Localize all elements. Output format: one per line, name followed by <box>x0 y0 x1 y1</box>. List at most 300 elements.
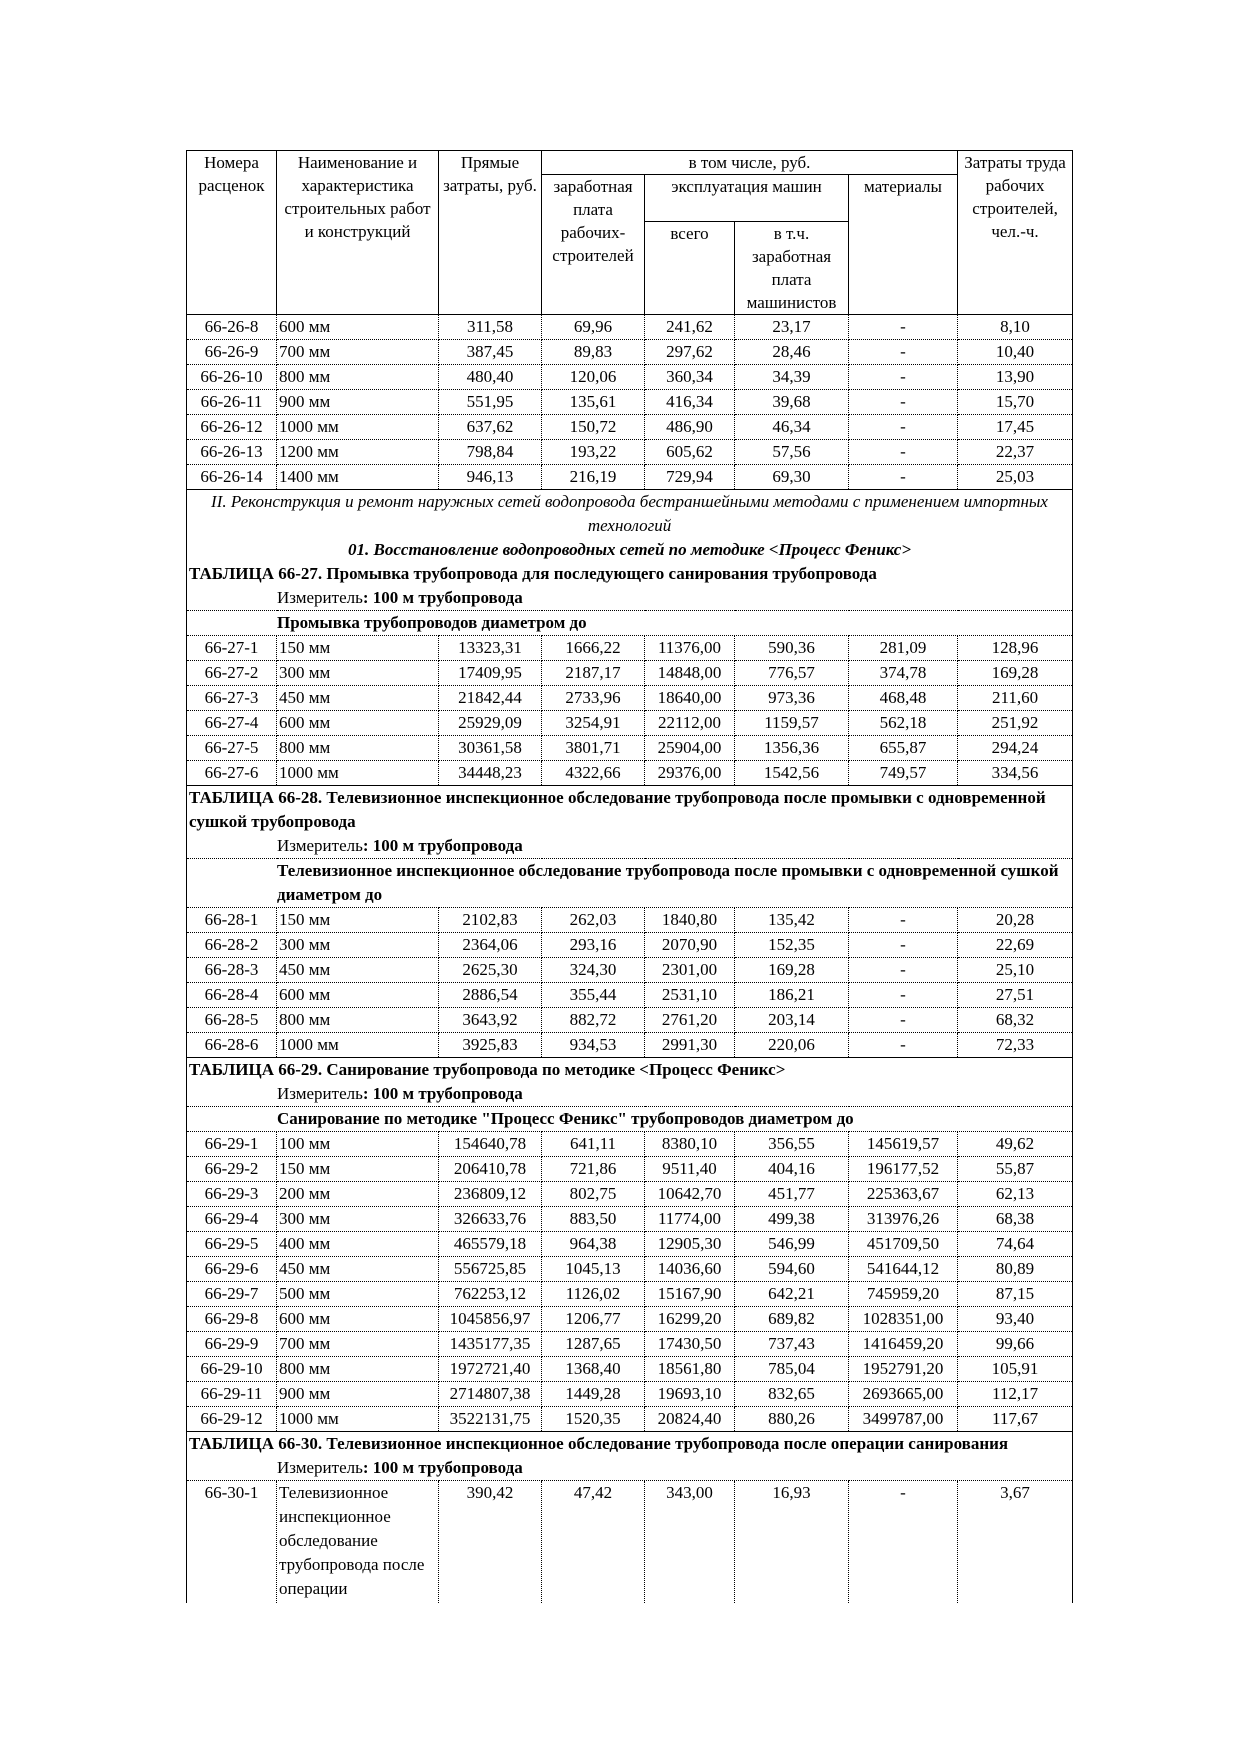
table-row <box>187 390 1073 415</box>
row-labor: 80,89 <box>958 1257 1073 1282</box>
row-mach-wage: 34,39 <box>735 365 849 390</box>
row-mach-total: 20824,40 <box>645 1407 735 1432</box>
table-row <box>187 1407 1073 1432</box>
row-labor: 251,92 <box>958 711 1073 736</box>
row-mach-total: 29376,00 <box>645 761 735 786</box>
col-mach-wage-header: в т.ч. заработная плата машинистов <box>735 222 849 315</box>
row-name: 1000 мм <box>277 1033 439 1058</box>
row-direct: 1435177,35 <box>439 1332 542 1357</box>
row-labor: 334,56 <box>958 761 1073 786</box>
row-wage: 355,44 <box>542 983 645 1008</box>
table-row <box>187 1033 1073 1058</box>
table-header <box>187 151 1073 315</box>
row-direct: 326633,76 <box>439 1207 542 1232</box>
row-labor: 25,03 <box>958 465 1073 490</box>
row-direct: 2714807,38 <box>439 1382 542 1407</box>
row-mach-wage: 689,82 <box>735 1307 849 1332</box>
row-wage: 1126,02 <box>542 1282 645 1307</box>
row-name: 500 мм <box>277 1282 439 1307</box>
measure-value: : 100 м трубопровода <box>362 588 523 607</box>
row-mach-total: 16299,20 <box>645 1307 735 1332</box>
row-code: 66-30-1 <box>187 1481 277 1604</box>
row-mach-total: 14848,00 <box>645 661 735 686</box>
row-code: 66-29-1 <box>187 1132 277 1157</box>
row-direct: 387,45 <box>439 340 542 365</box>
row-mach-total: 729,94 <box>645 465 735 490</box>
row-code: 66-28-4 <box>187 983 277 1008</box>
section-2 <box>187 490 1073 636</box>
row-name: 1000 мм <box>277 415 439 440</box>
row-mach-wage: 642,21 <box>735 1282 849 1307</box>
row-name: 800 мм <box>277 1357 439 1382</box>
row-direct: 17409,95 <box>439 661 542 686</box>
section-01-title: 01. Восстановление водопроводных сетей по методике <Процесс Феникс> <box>187 538 1073 562</box>
row-code: 66-27-4 <box>187 711 277 736</box>
row-code: 66-29-11 <box>187 1382 277 1407</box>
table-row <box>187 1257 1073 1282</box>
row-materials: 655,87 <box>849 736 958 761</box>
row-materials: - <box>849 440 958 465</box>
table-row <box>187 340 1073 365</box>
row-code: 66-29-5 <box>187 1232 277 1257</box>
row-materials: 225363,67 <box>849 1182 958 1207</box>
row-mach-total: 25904,00 <box>645 736 735 761</box>
row-name: Телевизионное инспекционное обследование трубопровода после операции <box>277 1481 439 1604</box>
table-row <box>187 933 1073 958</box>
row-materials: 562,18 <box>849 711 958 736</box>
row-materials: - <box>849 315 958 340</box>
table-row <box>187 711 1073 736</box>
row-labor: 211,60 <box>958 686 1073 711</box>
row-mach-total: 15167,90 <box>645 1282 735 1307</box>
row-labor: 117,67 <box>958 1407 1073 1432</box>
row-mach-wage: 203,14 <box>735 1008 849 1033</box>
table-row <box>187 1282 1073 1307</box>
row-materials: 1952791,20 <box>849 1357 958 1382</box>
row-mach-total: 22112,00 <box>645 711 735 736</box>
row-mach-total: 8380,10 <box>645 1132 735 1157</box>
row-name: 150 мм <box>277 908 439 933</box>
row-direct: 465579,18 <box>439 1232 542 1257</box>
row-mach-total: 486,90 <box>645 415 735 440</box>
row-materials: 1028351,00 <box>849 1307 958 1332</box>
measure-label: Измеритель <box>277 836 363 855</box>
measure-value: : 100 м трубопровода <box>362 1084 523 1103</box>
row-mach-wage: 594,60 <box>735 1257 849 1282</box>
row-name: 600 мм <box>277 1307 439 1332</box>
row-name: 1200 мм <box>277 440 439 465</box>
table-66-29-measure <box>187 1082 1073 1107</box>
row-materials: - <box>849 1033 958 1058</box>
row-labor: 15,70 <box>958 390 1073 415</box>
row-mach-wage: 69,30 <box>735 465 849 490</box>
row-name: 900 мм <box>277 390 439 415</box>
row-code: 66-27-6 <box>187 761 277 786</box>
row-name: 150 мм <box>277 636 439 661</box>
row-code: 66-26-10 <box>187 365 277 390</box>
row-direct: 3925,83 <box>439 1033 542 1058</box>
table-row <box>187 1182 1073 1207</box>
row-labor: 55,87 <box>958 1157 1073 1182</box>
row-direct: 2886,54 <box>439 983 542 1008</box>
row-mach-wage: 776,57 <box>735 661 849 686</box>
row-labor: 93,40 <box>958 1307 1073 1332</box>
row-name: 150 мм <box>277 1157 439 1182</box>
table-66-30-head <box>187 1432 1073 1481</box>
table-row <box>187 636 1073 661</box>
row-direct: 1045856,97 <box>439 1307 542 1332</box>
row-wage: 120,06 <box>542 365 645 390</box>
table-row <box>187 1008 1073 1033</box>
row-materials: 3499787,00 <box>849 1407 958 1432</box>
row-labor: 22,37 <box>958 440 1073 465</box>
row-mach-total: 343,00 <box>645 1481 735 1604</box>
row-mach-wage: 356,55 <box>735 1132 849 1157</box>
row-wage: 2733,96 <box>542 686 645 711</box>
document-page <box>186 150 1072 1603</box>
row-mach-wage: 169,28 <box>735 958 849 983</box>
row-mach-total: 9511,40 <box>645 1157 735 1182</box>
row-name: 1400 мм <box>277 465 439 490</box>
row-wage: 69,96 <box>542 315 645 340</box>
row-wage: 216,19 <box>542 465 645 490</box>
row-mach-wage: 404,16 <box>735 1157 849 1182</box>
row-wage: 1449,28 <box>542 1382 645 1407</box>
section-2-title: II. Реконструкция и ремонт наружных сетей водопровода бестраншейными методами с применением импортных технологий <box>187 490 1073 539</box>
row-materials: - <box>849 958 958 983</box>
row-mach-total: 11376,00 <box>645 636 735 661</box>
row-name: 700 мм <box>277 1332 439 1357</box>
row-mach-total: 2531,10 <box>645 983 735 1008</box>
row-name: 300 мм <box>277 661 439 686</box>
row-code: 66-26-11 <box>187 390 277 415</box>
row-direct: 13323,31 <box>439 636 542 661</box>
table-row <box>187 958 1073 983</box>
row-wage: 2187,17 <box>542 661 645 686</box>
row-code: 66-27-3 <box>187 686 277 711</box>
row-code: 66-29-10 <box>187 1357 277 1382</box>
row-code: 66-26-14 <box>187 465 277 490</box>
table-row <box>187 1307 1073 1332</box>
row-labor: 105,91 <box>958 1357 1073 1382</box>
row-labor: 22,69 <box>958 933 1073 958</box>
row-code: 66-29-12 <box>187 1407 277 1432</box>
row-code: 66-29-9 <box>187 1332 277 1357</box>
row-direct: 236809,12 <box>439 1182 542 1207</box>
table-row <box>187 686 1073 711</box>
row-direct: 2364,06 <box>439 933 542 958</box>
table-row <box>187 1382 1073 1407</box>
row-code: 66-26-13 <box>187 440 277 465</box>
measure-value: : 100 м трубопровода <box>362 836 523 855</box>
row-materials: 1416459,20 <box>849 1332 958 1357</box>
row-labor: 68,38 <box>958 1207 1073 1232</box>
row-mach-total: 18640,00 <box>645 686 735 711</box>
row-direct: 556725,85 <box>439 1257 542 1282</box>
row-name: 1000 мм <box>277 761 439 786</box>
row-mach-wage: 1356,36 <box>735 736 849 761</box>
col-mach-total-header: всего <box>645 222 735 315</box>
row-direct: 3643,92 <box>439 1008 542 1033</box>
row-wage: 150,72 <box>542 415 645 440</box>
table-66-27-body <box>187 636 1073 786</box>
row-labor: 20,28 <box>958 908 1073 933</box>
row-direct: 30361,58 <box>439 736 542 761</box>
measure-label: Измеритель <box>277 1458 363 1477</box>
row-code: 66-27-2 <box>187 661 277 686</box>
row-mach-wage: 737,43 <box>735 1332 849 1357</box>
measure-label: Измеритель <box>277 588 363 607</box>
row-labor: 74,64 <box>958 1232 1073 1257</box>
table-row <box>187 1157 1073 1182</box>
col-materials-header: материалы <box>849 175 958 315</box>
row-materials: 281,09 <box>849 636 958 661</box>
row-materials: - <box>849 415 958 440</box>
row-direct: 551,95 <box>439 390 542 415</box>
row-name: 300 мм <box>277 933 439 958</box>
row-labor: 10,40 <box>958 340 1073 365</box>
row-mach-wage: 451,77 <box>735 1182 849 1207</box>
row-mach-total: 19693,10 <box>645 1382 735 1407</box>
row-materials: - <box>849 340 958 365</box>
row-materials: 749,57 <box>849 761 958 786</box>
row-wage: 4322,66 <box>542 761 645 786</box>
row-materials: 541644,12 <box>849 1257 958 1282</box>
row-name: 200 мм <box>277 1182 439 1207</box>
row-direct: 637,62 <box>439 415 542 440</box>
row-code: 66-29-4 <box>187 1207 277 1232</box>
row-direct: 1972721,40 <box>439 1357 542 1382</box>
row-name: 900 мм <box>277 1382 439 1407</box>
row-mach-total: 605,62 <box>645 440 735 465</box>
row-mach-total: 1840,80 <box>645 908 735 933</box>
row-labor: 112,17 <box>958 1382 1073 1407</box>
table-66-27-subtitle: Промывка трубопроводов диаметром до <box>187 611 1073 636</box>
table-66-30-body <box>187 1481 1073 1604</box>
row-direct: 21842,44 <box>439 686 542 711</box>
row-mach-wage: 135,42 <box>735 908 849 933</box>
row-labor: 13,90 <box>958 365 1073 390</box>
row-wage: 293,16 <box>542 933 645 958</box>
col-name-header: Наименование и характеристика строительных работ и конструкций <box>277 151 439 315</box>
row-wage: 1287,65 <box>542 1332 645 1357</box>
row-mach-total: 11774,00 <box>645 1207 735 1232</box>
row-mach-wage: 220,06 <box>735 1033 849 1058</box>
row-mach-total: 241,62 <box>645 315 735 340</box>
row-wage: 1368,40 <box>542 1357 645 1382</box>
table-row <box>187 315 1073 340</box>
row-name: 700 мм <box>277 340 439 365</box>
row-wage: 3254,91 <box>542 711 645 736</box>
row-mach-wage: 499,38 <box>735 1207 849 1232</box>
row-direct: 480,40 <box>439 365 542 390</box>
row-mach-total: 297,62 <box>645 340 735 365</box>
row-wage: 193,22 <box>542 440 645 465</box>
table-66-28-head <box>187 786 1073 908</box>
table-66-30-measure <box>187 1456 1073 1481</box>
row-wage: 324,30 <box>542 958 645 983</box>
row-direct: 34448,23 <box>439 761 542 786</box>
table-66-28-body <box>187 908 1073 1058</box>
row-code: 66-26-12 <box>187 415 277 440</box>
col-code-header: Номера расценок <box>187 151 277 315</box>
row-name: 800 мм <box>277 365 439 390</box>
row-code: 66-29-8 <box>187 1307 277 1332</box>
table-row <box>187 1481 1073 1604</box>
row-wage: 1045,13 <box>542 1257 645 1282</box>
row-direct: 798,84 <box>439 440 542 465</box>
row-wage: 641,11 <box>542 1132 645 1157</box>
measure-label: Измеритель <box>277 1084 363 1103</box>
table-row <box>187 1232 1073 1257</box>
row-wage: 883,50 <box>542 1207 645 1232</box>
row-mach-total: 10642,70 <box>645 1182 735 1207</box>
row-mach-total: 2070,90 <box>645 933 735 958</box>
row-labor: 25,10 <box>958 958 1073 983</box>
row-labor: 72,33 <box>958 1033 1073 1058</box>
table-66-28-measure <box>187 834 1073 859</box>
row-direct: 946,13 <box>439 465 542 490</box>
row-materials: - <box>849 390 958 415</box>
table-66-27-title: ТАБЛИЦА 66-27. Промывка трубопровода для последующего санирования трубопровода <box>187 562 1073 586</box>
row-direct: 154640,78 <box>439 1132 542 1157</box>
row-code: 66-27-5 <box>187 736 277 761</box>
row-name: 450 мм <box>277 1257 439 1282</box>
row-name: 450 мм <box>277 958 439 983</box>
table-row <box>187 415 1073 440</box>
row-name: 600 мм <box>277 983 439 1008</box>
table-row <box>187 365 1073 390</box>
row-direct: 2625,30 <box>439 958 542 983</box>
row-direct: 762253,12 <box>439 1282 542 1307</box>
row-labor: 87,15 <box>958 1282 1073 1307</box>
row-code: 66-28-1 <box>187 908 277 933</box>
row-materials: 374,78 <box>849 661 958 686</box>
row-wage: 802,75 <box>542 1182 645 1207</box>
table-66-29-head <box>187 1058 1073 1132</box>
row-code: 66-26-9 <box>187 340 277 365</box>
row-direct: 3522131,75 <box>439 1407 542 1432</box>
row-wage: 1206,77 <box>542 1307 645 1332</box>
row-direct: 390,42 <box>439 1481 542 1604</box>
row-mach-wage: 973,36 <box>735 686 849 711</box>
row-materials: - <box>849 933 958 958</box>
row-code: 66-29-2 <box>187 1157 277 1182</box>
row-mach-wage: 28,46 <box>735 340 849 365</box>
row-wage: 964,38 <box>542 1232 645 1257</box>
row-direct: 2102,83 <box>439 908 542 933</box>
row-labor: 294,24 <box>958 736 1073 761</box>
row-direct: 206410,78 <box>439 1157 542 1182</box>
row-wage: 3801,71 <box>542 736 645 761</box>
row-labor: 68,32 <box>958 1008 1073 1033</box>
col-labor-header: Затраты труда рабочих строителей, чел.-ч. <box>958 151 1073 315</box>
table-row <box>187 465 1073 490</box>
row-code: 66-28-6 <box>187 1033 277 1058</box>
row-code: 66-29-6 <box>187 1257 277 1282</box>
row-mach-wage: 1542,56 <box>735 761 849 786</box>
row-labor: 99,66 <box>958 1332 1073 1357</box>
row-materials: - <box>849 365 958 390</box>
row-wage: 135,61 <box>542 390 645 415</box>
row-wage: 1520,35 <box>542 1407 645 1432</box>
table-66-30-title: ТАБЛИЦА 66-30. Телевизионное инспекционное обследование трубопровода после операции санирования <box>187 1432 1073 1457</box>
row-name: 800 мм <box>277 1008 439 1033</box>
row-materials: 2693665,00 <box>849 1382 958 1407</box>
price-table <box>186 150 1073 1603</box>
row-materials: 451709,50 <box>849 1232 958 1257</box>
table-row <box>187 908 1073 933</box>
row-labor: 17,45 <box>958 415 1073 440</box>
row-name: 1000 мм <box>277 1407 439 1432</box>
row-labor: 128,96 <box>958 636 1073 661</box>
row-mach-wage: 16,93 <box>735 1481 849 1604</box>
row-mach-total: 2301,00 <box>645 958 735 983</box>
table-66-29-title: ТАБЛИЦА 66-29. Санирование трубопровода по методике <Процесс Феникс> <box>187 1058 1073 1083</box>
table-row <box>187 661 1073 686</box>
table-66-29-body <box>187 1132 1073 1432</box>
table-66-29-subtitle: Санирование по методике "Процесс Феникс" трубопроводов диаметром до <box>187 1107 1073 1132</box>
row-labor: 8,10 <box>958 315 1073 340</box>
table-row <box>187 983 1073 1008</box>
row-wage: 1666,22 <box>542 636 645 661</box>
col-incl-header: в том числе, руб. <box>542 151 958 175</box>
row-mach-total: 18561,80 <box>645 1357 735 1382</box>
row-labor: 169,28 <box>958 661 1073 686</box>
table-row <box>187 1132 1073 1157</box>
row-mach-total: 360,34 <box>645 365 735 390</box>
row-name: 100 мм <box>277 1132 439 1157</box>
row-mach-total: 2761,20 <box>645 1008 735 1033</box>
row-materials: 145619,57 <box>849 1132 958 1157</box>
table-row <box>187 1332 1073 1357</box>
row-materials: 745959,20 <box>849 1282 958 1307</box>
row-mach-total: 12905,30 <box>645 1232 735 1257</box>
table-row <box>187 761 1073 786</box>
row-code: 66-28-2 <box>187 933 277 958</box>
row-mach-wage: 152,35 <box>735 933 849 958</box>
row-mach-wage: 1159,57 <box>735 711 849 736</box>
row-code: 66-28-3 <box>187 958 277 983</box>
row-mach-total: 416,34 <box>645 390 735 415</box>
row-direct: 311,58 <box>439 315 542 340</box>
row-materials: - <box>849 1481 958 1604</box>
measure-value: : 100 м трубопровода <box>362 1458 523 1477</box>
table-66-28-subtitle: Телевизионное инспекционное обследование трубопровода после промывки с одновременной сушкой диаметром до <box>187 859 1073 908</box>
row-labor: 62,13 <box>958 1182 1073 1207</box>
row-code: 66-26-8 <box>187 315 277 340</box>
row-wage: 721,86 <box>542 1157 645 1182</box>
row-wage: 89,83 <box>542 340 645 365</box>
row-code: 66-27-1 <box>187 636 277 661</box>
row-code: 66-28-5 <box>187 1008 277 1033</box>
row-labor: 49,62 <box>958 1132 1073 1157</box>
row-code: 66-29-3 <box>187 1182 277 1207</box>
row-name: 800 мм <box>277 736 439 761</box>
table-row <box>187 440 1073 465</box>
row-name: 300 мм <box>277 1207 439 1232</box>
row-mach-total: 14036,60 <box>645 1257 735 1282</box>
row-materials: - <box>849 465 958 490</box>
row-mach-wage: 590,36 <box>735 636 849 661</box>
col-machines-header: эксплуатация машин <box>645 175 849 222</box>
row-mach-wage: 39,68 <box>735 390 849 415</box>
table-66-26-body <box>187 315 1073 490</box>
row-name: 600 мм <box>277 711 439 736</box>
row-materials: - <box>849 908 958 933</box>
table-66-28-title: ТАБЛИЦА 66-28. Телевизионное инспекционное обследование трубопровода после промывки с одновременной сушкой трубопровода <box>187 786 1073 835</box>
col-wage-header: заработная плата рабочих-строителей <box>542 175 645 315</box>
